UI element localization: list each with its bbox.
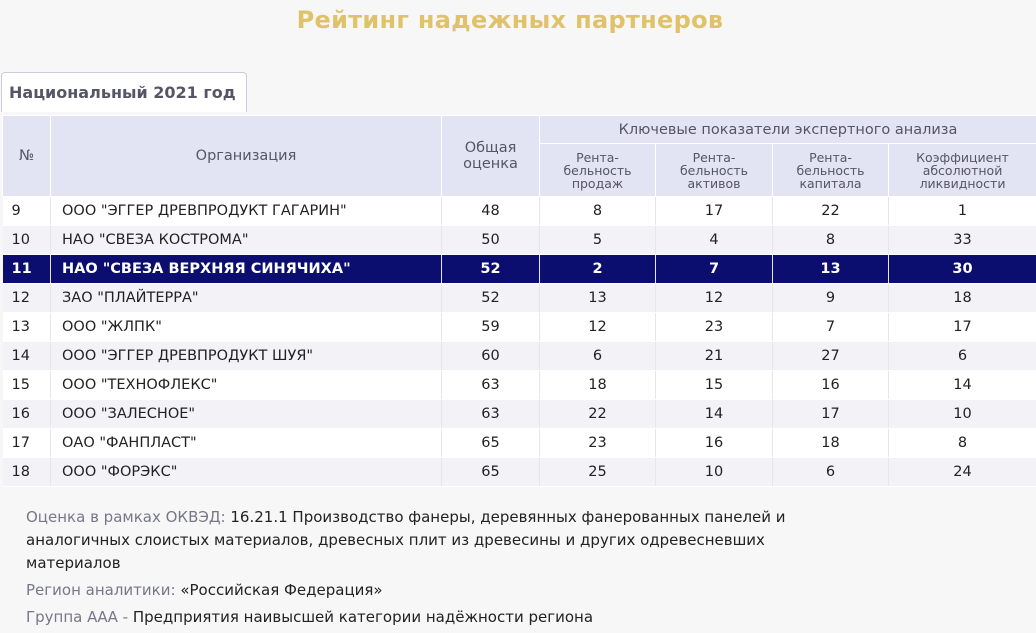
column-header-absolute-liquidity[interactable]: Коэффициент абсолютной ликвидности bbox=[889, 144, 1036, 197]
column-header-sales-profitability[interactable]: Рента-бельность продаж bbox=[540, 144, 656, 197]
row-organization[interactable]: НАО "СВЕЗА КОСТРОМА" bbox=[51, 226, 442, 255]
row-assets-profitability: 14 bbox=[656, 400, 773, 429]
row-absolute-liquidity: 30 bbox=[889, 255, 1036, 284]
row-organization[interactable]: ООО "ЭГГЕР ДРЕВПРОДУКТ ГАГАРИН" bbox=[51, 197, 442, 226]
table-row[interactable] bbox=[3, 284, 1036, 313]
row-absolute-liquidity: 1 bbox=[889, 197, 1036, 226]
okved-line bbox=[26, 506, 826, 575]
row-number: 18 bbox=[3, 458, 51, 487]
row-total-score: 60 bbox=[442, 342, 540, 371]
row-organization[interactable]: ООО "ФОРЭКС" bbox=[51, 458, 442, 487]
row-assets-profitability: 16 bbox=[656, 429, 773, 458]
row-sales-profitability: 13 bbox=[540, 284, 656, 313]
row-assets-profitability: 12 bbox=[656, 284, 773, 313]
row-absolute-liquidity: 17 bbox=[889, 313, 1036, 342]
region-line bbox=[26, 579, 826, 602]
row-number: 11 bbox=[3, 255, 51, 284]
row-sales-profitability: 6 bbox=[540, 342, 656, 371]
row-sales-profitability: 23 bbox=[540, 429, 656, 458]
column-header-total-score[interactable]: Общая оценка bbox=[442, 116, 540, 197]
table-row[interactable] bbox=[3, 429, 1036, 458]
group-value: Предприятия наивысшей категории надёжности региона bbox=[132, 608, 594, 626]
row-capital-profitability: 27 bbox=[773, 342, 889, 371]
row-sales-profitability: 12 bbox=[540, 313, 656, 342]
rating-info bbox=[26, 506, 826, 633]
row-number: 9 bbox=[3, 197, 51, 226]
row-sales-profitability: 5 bbox=[540, 226, 656, 255]
table-row[interactable] bbox=[3, 313, 1036, 342]
row-total-score: 65 bbox=[442, 429, 540, 458]
row-organization[interactable]: ООО "ЗАЛЕСНОЕ" bbox=[51, 400, 442, 429]
row-total-score: 59 bbox=[442, 313, 540, 342]
row-organization[interactable]: ООО "ЖЛПК" bbox=[51, 313, 442, 342]
row-assets-profitability: 15 bbox=[656, 371, 773, 400]
row-number: 16 bbox=[3, 400, 51, 429]
group-label: Группа ААА - bbox=[26, 608, 129, 626]
row-absolute-liquidity: 33 bbox=[889, 226, 1036, 255]
rating-table bbox=[2, 115, 1036, 487]
row-assets-profitability: 7 bbox=[656, 255, 773, 284]
column-header-capital-profitability[interactable]: Рента-бельность капитала bbox=[773, 144, 889, 197]
row-number: 15 bbox=[3, 371, 51, 400]
row-number: 14 bbox=[3, 342, 51, 371]
row-capital-profitability: 7 bbox=[773, 313, 889, 342]
row-absolute-liquidity: 24 bbox=[889, 458, 1036, 487]
row-capital-profitability: 16 bbox=[773, 371, 889, 400]
row-number: 13 bbox=[3, 313, 51, 342]
row-assets-profitability: 4 bbox=[656, 226, 773, 255]
row-assets-profitability: 10 bbox=[656, 458, 773, 487]
page-title: Рейтинг надежных партнеров bbox=[296, 6, 724, 34]
row-capital-profitability: 13 bbox=[773, 255, 889, 284]
row-sales-profitability: 25 bbox=[540, 458, 656, 487]
row-sales-profitability: 2 bbox=[540, 255, 656, 284]
table-row[interactable] bbox=[3, 400, 1036, 429]
row-number: 17 bbox=[3, 429, 51, 458]
row-assets-profitability: 17 bbox=[656, 197, 773, 226]
tab-national-2021[interactable]: Национальный 2021 год bbox=[1, 72, 247, 112]
table-row[interactable] bbox=[3, 371, 1036, 400]
okved-label: Оценка в рамках ОКВЭД: bbox=[26, 508, 226, 526]
row-organization[interactable]: ООО "ТЕХНОФЛЕКС" bbox=[51, 371, 442, 400]
row-capital-profitability: 9 bbox=[773, 284, 889, 313]
table-row[interactable] bbox=[3, 342, 1036, 371]
row-number: 10 bbox=[3, 226, 51, 255]
row-total-score: 50 bbox=[442, 226, 540, 255]
row-total-score: 52 bbox=[442, 284, 540, 313]
row-total-score: 63 bbox=[442, 371, 540, 400]
row-sales-profitability: 8 bbox=[540, 197, 656, 226]
row-sales-profitability: 22 bbox=[540, 400, 656, 429]
row-absolute-liquidity: 8 bbox=[889, 429, 1036, 458]
row-number: 12 bbox=[3, 284, 51, 313]
row-organization[interactable]: ЗАО "ПЛАЙТЕРРА" bbox=[51, 284, 442, 313]
table-row[interactable] bbox=[3, 226, 1036, 255]
row-assets-profitability: 23 bbox=[656, 313, 773, 342]
group-line bbox=[26, 606, 826, 629]
column-header-assets-profitability[interactable]: Рента-бельность активов bbox=[656, 144, 773, 197]
row-absolute-liquidity: 6 bbox=[889, 342, 1036, 371]
table-row[interactable] bbox=[3, 197, 1036, 226]
row-absolute-liquidity: 10 bbox=[889, 400, 1036, 429]
row-total-score: 63 bbox=[442, 400, 540, 429]
row-sales-profitability: 18 bbox=[540, 371, 656, 400]
row-total-score: 48 bbox=[442, 197, 540, 226]
table-row-highlighted[interactable] bbox=[3, 255, 1036, 284]
table-row[interactable] bbox=[3, 458, 1036, 487]
row-capital-profitability: 8 bbox=[773, 226, 889, 255]
okved-value: 16.21.1 Производство фанеры, деревянных фанерованных панелей и аналогичных слоистых материалов, древесных плит из древесины и других одревесневших материалов bbox=[26, 508, 786, 572]
row-capital-profitability: 18 bbox=[773, 429, 889, 458]
row-organization[interactable]: НАО "СВЕЗА ВЕРХНЯЯ СИНЯЧИХА" bbox=[51, 255, 442, 284]
row-capital-profitability: 6 bbox=[773, 458, 889, 487]
column-header-number[interactable]: № bbox=[3, 116, 51, 197]
row-assets-profitability: 21 bbox=[656, 342, 773, 371]
row-absolute-liquidity: 14 bbox=[889, 371, 1036, 400]
row-total-score: 52 bbox=[442, 255, 540, 284]
row-organization[interactable]: ОАО "ФАНПЛАСТ" bbox=[51, 429, 442, 458]
region-label: Регион аналитики: bbox=[26, 581, 176, 599]
row-organization[interactable]: ООО "ЭГГЕР ДРЕВПРОДУКТ ШУЯ" bbox=[51, 342, 442, 371]
row-capital-profitability: 17 bbox=[773, 400, 889, 429]
column-header-organization[interactable]: Организация bbox=[51, 116, 442, 197]
row-total-score: 65 bbox=[442, 458, 540, 487]
region-value: «Российская Федерация» bbox=[180, 581, 383, 599]
column-group-key-indicators: Ключевые показатели экспертного анализа bbox=[540, 116, 1036, 144]
row-capital-profitability: 22 bbox=[773, 197, 889, 226]
row-absolute-liquidity: 18 bbox=[889, 284, 1036, 313]
